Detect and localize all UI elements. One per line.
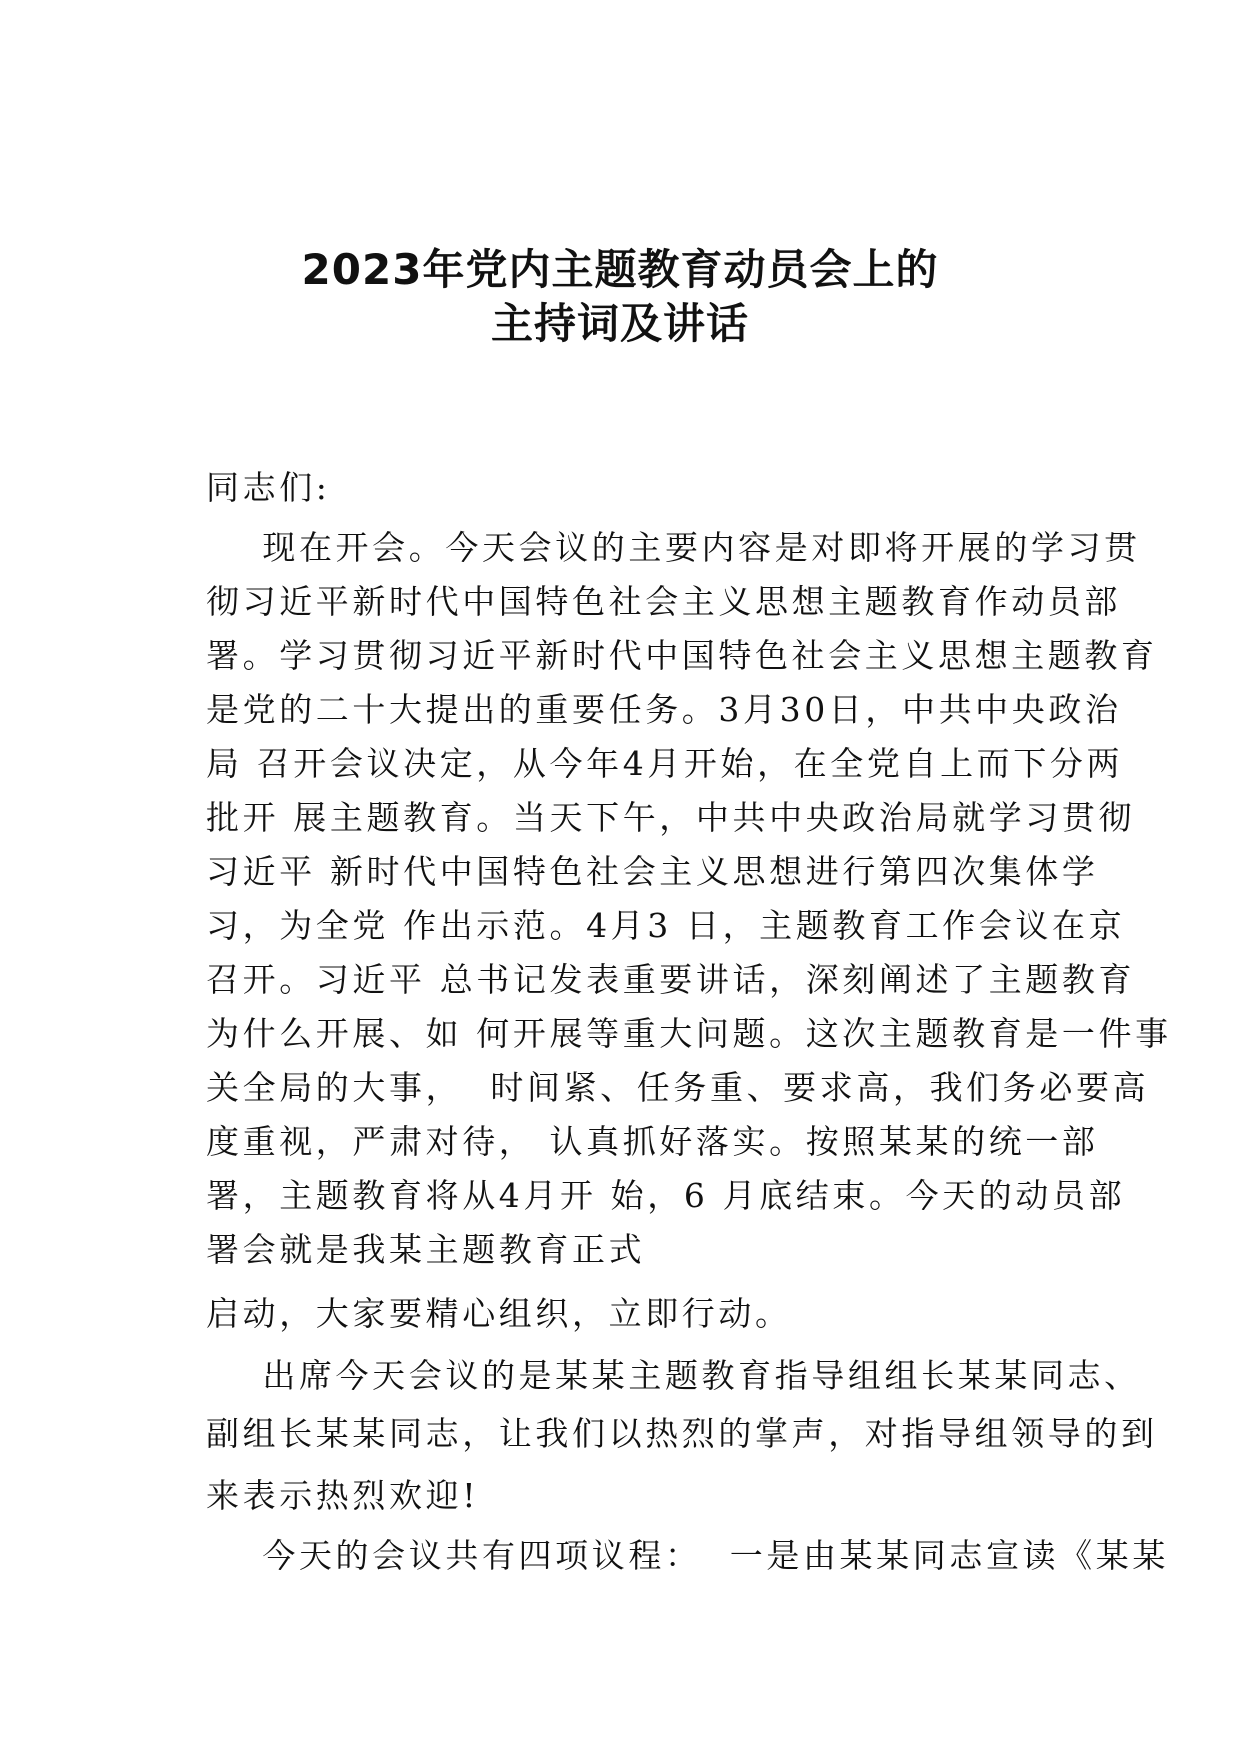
salutation: 同志们: [206, 468, 331, 507]
body-line: 彻习近平新时代中国特色社会主义思想主题教育作动员部 [206, 582, 1121, 621]
body-line: 度重视，严肃对待， 认真抓好落实。按照某某的统一部 [206, 1122, 1099, 1161]
body-line: 习，为全党 作出示范。4月3 日，主题教育工作会议在京 [206, 906, 1126, 945]
body-line: 来表示热烈欢迎! [206, 1476, 480, 1515]
body-line: 署，主题教育将从4月开 始，6 月底结束。今天的动员部 [206, 1176, 1126, 1215]
body-line: 今天的会议共有四项议程： 一是由某某同志宣读《某某 [206, 1536, 1169, 1575]
body-line: 署。学习贯彻习近平新时代中国特色社会主义思想主题教育 [206, 636, 1158, 675]
body-line: 召开。习近平 总书记发表重要讲话，深刻阐述了主题教育 [206, 960, 1136, 999]
body-line: 关全局的大事， 时间紧、任务重、要求高，我们务必要高 [206, 1068, 1150, 1107]
body-line: 局 召开会议决定，从今年4月开始，在全党自上而下分两 [206, 744, 1124, 783]
document-title-line-1: 2023年党内主题教育动员会上的 [301, 245, 939, 294]
body-line: 出席今天会议的是某某主题教育指导组组长某某同志、 [206, 1356, 1141, 1395]
body-line: 副组长某某同志，让我们以热烈的掌声，对指导组领导的到 [206, 1414, 1158, 1453]
body-line: 署会就是我某主题教育正式 [206, 1230, 646, 1269]
body-line: 现在开会。今天会议的主要内容是对即将开展的学习贯 [206, 528, 1141, 567]
body-line: 习近平 新时代中国特色社会主义思想进行第四次集体学 [206, 852, 1099, 891]
document-title-line-2: 主持词及讲话 [490, 299, 749, 348]
body-line: 启动，大家要精心组织，立即行动。 [206, 1294, 792, 1333]
body-line: 为什么开展、如 何开展等重大问题。这次主题教育是一件事 [206, 1014, 1172, 1053]
body-line: 是党的二十大提出的重要任务。3月30日，中共中央政治 [206, 690, 1122, 729]
body-line: 批开 展主题教育。当天下午，中共中央政治局就学习贯彻 [206, 798, 1136, 837]
